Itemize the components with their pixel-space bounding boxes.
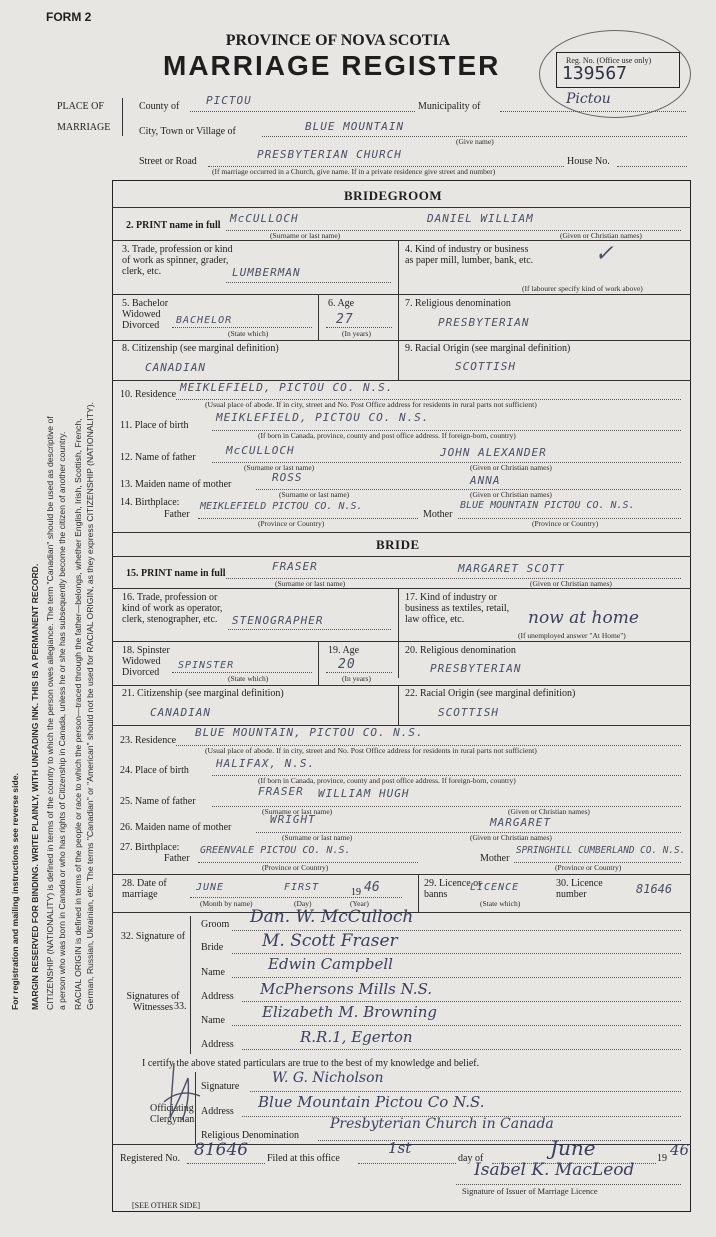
issuer-label: Signature of Issuer of Marriage Licence (462, 1186, 598, 1196)
bridegroom-heading: BRIDEGROOM (344, 188, 443, 203)
denomination-lbl: Religious Denomination (201, 1130, 300, 1141)
margin-line-1: For registration and mailing instructions see reverse side. (10, 773, 20, 1010)
day-of-label: day of (458, 1153, 484, 1164)
groom-mother-given-sub: (Given or Christian names) (470, 490, 552, 499)
bride-given: MARGARET SCOTT (458, 562, 565, 575)
ink-flourish (160, 1058, 210, 1128)
bride-given-sub: (Given or Christian names) (530, 579, 612, 588)
reg-no-label: Reg. No. (Office use only) (566, 56, 652, 65)
bride-years-sub: (In years) (342, 674, 371, 683)
bride-f24-label: 24. Place of birth (120, 765, 189, 776)
bride-state: SPINSTER (178, 660, 235, 671)
groom-f4-label: 4. Kind of industry or business as paper mill, lumber, bank, etc. (405, 244, 534, 266)
bride-signature: M. Scott Fraser (262, 931, 398, 951)
groom-residence: MEIKLEFIELD, PICTOU CO. N.S. (180, 381, 394, 394)
groom-mother-birth-lbl: Mother (423, 509, 453, 520)
bride-father-surname-sub: (Surname or last name) (262, 807, 333, 816)
place-label-2: MARRIAGE (57, 122, 111, 133)
groom-birthplace: MEIKLEFIELD, PICTOU CO. N.S. (216, 411, 430, 424)
groom-f11-label: 11. Place of birth (120, 420, 189, 431)
filed-label: Filed at this office (267, 1153, 340, 1164)
filed-year-prefix: 19 (657, 1153, 667, 1164)
province-heading: PROVINCE OF NOVA SCOTIA (225, 32, 451, 49)
filed-day: 1st (388, 1139, 412, 1157)
groom-f3-label: 3. Trade, profession or kind of work as spinner, grader, clerk, etc. (122, 244, 233, 277)
groom-state: BACHELOR (176, 315, 233, 326)
marriage-which-sub: (State which) (480, 899, 521, 908)
groom-father-birth-lbl: Father (164, 509, 190, 520)
marriage-licence: LICENCE (470, 882, 520, 893)
groom-given-sub: (Given or Christian names) (560, 231, 642, 240)
bride-mother-given: MARGARET (490, 816, 551, 829)
marriage-year-sub: (Year) (350, 899, 369, 908)
f30-label: 30. Licence number (556, 878, 603, 900)
bride-f24-sub: (If born in Canada, province, county and post office address. If foreign-born, country) (258, 776, 516, 785)
bride-birthplace: HALIFAX, N.S. (216, 757, 316, 770)
marriage-month: JUNE (196, 882, 225, 893)
church-note: (If marriage occurred in a Church, give name. If in a private residence give street and number) (212, 167, 496, 176)
groom-father-surname-sub: (Surname or last name) (244, 463, 315, 472)
groom-sig-label: Groom (201, 919, 230, 930)
municipality-value: Pictou (566, 91, 611, 107)
bride-f22-label: 22. Racial Origin (see marginal definition) (405, 688, 576, 699)
groom-origin: SCOTTISH (455, 360, 516, 373)
groom-f10-sub: (Usual place of abode. If in city, street and No. Post Office address for residents in rural parts not sufficient) (205, 400, 537, 409)
f32-label: 32. Signature of (120, 931, 186, 942)
filed-year: 46 (670, 1141, 690, 1159)
bride-father-province-sub: (Province or Country) (262, 863, 329, 872)
certify-statement: I certify the above stated particulars are true to the best of my knowledge and belief. (142, 1058, 480, 1069)
groom-f5-label: 5. Bachelor Widowed Divorced (122, 298, 169, 331)
margin-line-4: a person who was born in Canada or who has rights of Citizenship in Canada, unless he or she has subsequently become the citizen of another country. (57, 431, 67, 1010)
bride-f15-label: 15. PRINT name in full (126, 568, 226, 579)
registered-number: 81646 (194, 1140, 249, 1160)
reg-no-value: 139567 (562, 63, 628, 84)
groom-f6-label: 6. Age (328, 298, 355, 309)
f33-label: 33. (174, 1001, 187, 1012)
groom-father-birth: MEIKLEFIELD PICTOU CO. N.S. (200, 501, 363, 512)
marriage-day-sub: (Day) (294, 899, 312, 908)
bride-age: 20 (338, 657, 356, 672)
bride-residence: BLUE MOUNTAIN, PICTOU CO. N.S. (195, 726, 424, 739)
groom-father-given: JOHN ALEXANDER (440, 446, 547, 459)
bride-citizenship: CANADIAN (150, 706, 211, 719)
bride-origin: SCOTTISH (438, 706, 499, 719)
marriage-year-prefix: 19 (351, 887, 361, 898)
groom-f2-label: 2. PRINT name in full (126, 220, 221, 231)
groom-mother-province-sub: (Province or Country) (532, 519, 599, 528)
clergy-address: Blue Mountain Pictou Co N.S. (258, 1093, 485, 1111)
bride-mother-birth: SPRINGHILL CUMBERLAND CO. N.S. (516, 845, 686, 856)
bride-trade: STENOGRAPHER (232, 614, 324, 627)
clergy-label: Officiating Clergyman (150, 1103, 195, 1125)
give-name-note: (Give name) (456, 137, 494, 146)
bride-father-birth: GREENVALE PICTOU CO. N.S. (200, 845, 351, 856)
groom-f9-label: 9. Racial Origin (see marginal definition) (405, 343, 571, 354)
bride-f21-label: 21. Citizenship (see marginal definition) (122, 688, 284, 699)
groom-trade: LUMBERMAN (232, 266, 301, 279)
bride-mother-province-sub: (Province or Country) (555, 863, 622, 872)
w2-name-lbl: Name (201, 1015, 225, 1026)
groom-signature: Dan. W. McCulloch (250, 907, 414, 927)
bride-sig-label: Bride (201, 942, 224, 953)
bride-father-surname: FRASER (258, 785, 304, 798)
county-value: PICTOU (206, 94, 252, 107)
marriage-month-sub: (Month by name) (200, 899, 253, 908)
groom-father-given-sub: (Given or Christian names) (470, 463, 552, 472)
sig-brace (190, 916, 197, 962)
groom-f8-label: 8. Citizenship (see marginal definition) (122, 343, 279, 354)
clergy-signature: W. G. Nicholson (272, 1070, 384, 1086)
bride-f20-label: 20. Religious denomination (405, 645, 516, 656)
bride-mother-surname-sub: (Surname or last name) (282, 833, 353, 842)
bride-father-given: WILLIAM HUGH (318, 787, 410, 800)
groom-f11-sub: (If born in Canada, province, county and post office address. If foreign-born, country) (258, 431, 516, 440)
county-label: County of (139, 101, 180, 112)
bride-father-given-sub: (Given or Christian names) (508, 807, 590, 816)
witness-brace (190, 962, 197, 1054)
margin-line-5: RACIAL ORIGIN is defined in terms of the people or race to which the person—traced through the father—belongs, whether English, Irish, Scottish, French, (73, 418, 83, 1010)
bride-surname-sub: (Surname or last name) (275, 579, 346, 588)
street-value: PRESBYTERIAN CHURCH (257, 148, 402, 161)
bride-state-sub: (State which) (228, 674, 269, 683)
groom-f7-label: 7. Religious denomination (405, 298, 511, 309)
filed-month: June (550, 1136, 596, 1160)
bride-religion: PRESBYTERIAN (430, 662, 522, 675)
w1-name-lbl: Name (201, 967, 225, 978)
groom-religion: PRESBYTERIAN (438, 316, 530, 329)
house-no-label: House No. (567, 156, 610, 167)
marriage-day: FIRST (284, 882, 320, 893)
municipality-label: Municipality of (418, 101, 481, 112)
bride-mother-birth-lbl: Mother (480, 853, 510, 864)
groom-mother-surname-sub: (Surname or last name) (279, 490, 350, 499)
margin-line-6: German, Russian, Ukrainian, etc. The terms "Canadian" or "American" should not be used for RACIAL ORIGIN, as they express CITIZENSHIP (NATIONALITY). (85, 402, 95, 1010)
bride-f23-sub: (Usual place of abode. If in city, street and No. Post Office address for residents in rural parts not sufficient) (205, 746, 537, 755)
bride-f16-label: 16. Trade, profession or kind of work as operator, clerk, stenographer, etc. (122, 592, 223, 625)
bride-f26-label: 26. Maiden name of mother (120, 822, 232, 833)
clergy-address-lbl: Address (201, 1106, 234, 1117)
groom-f12-label: 12. Name of father (120, 452, 196, 463)
bride-f25-label: 25. Name of father (120, 796, 196, 807)
f28-label: 28. Date of marriage (122, 878, 167, 900)
bride-industry: now at home (528, 608, 639, 628)
clergy-sig-lbl: Signature (201, 1081, 240, 1092)
groom-industry: ✓ (596, 238, 613, 268)
groom-years-sub: (In years) (342, 329, 371, 338)
city-label: City, Town or Village of (139, 126, 236, 137)
bride-father-birth-lbl: Father (164, 853, 190, 864)
city-value: BLUE MOUNTAIN (305, 120, 405, 133)
bride-f27-label: 27. Birthplace: (120, 842, 180, 853)
groom-f14-label: 14. Birthplace: (120, 497, 180, 508)
margin-line-2: MARGIN RESERVED FOR BINDING. WRITE PLAINLY, WITH UNFADING INK. THIS IS A PERMANENT RECORD. (30, 563, 40, 1010)
marriage-year: 46 (364, 880, 380, 895)
witness-label: Signatures of Witnesses (126, 991, 180, 1013)
witness-2-address: R.R.1, Egerton (300, 1028, 413, 1046)
bride-f18-label: 18. Spinster Widowed Divorced (122, 645, 170, 678)
issuer-signature: Isabel K. MacLeod (474, 1160, 635, 1180)
bride-surname: FRASER (272, 560, 318, 573)
groom-labourer-note: (If labourer specify kind of work above) (522, 284, 643, 293)
groom-state-sub: (State which) (228, 329, 269, 338)
registered-label: Registered No. (120, 1153, 180, 1164)
marriage-licence-no: 81646 (636, 882, 673, 896)
w2-address-lbl: Address (201, 1039, 234, 1050)
bride-mother-surname: WRIGHT (270, 813, 316, 826)
groom-surname-sub: (Surname or last name) (270, 231, 341, 240)
street-label: Street or Road (139, 156, 197, 167)
form-number: FORM 2 (46, 10, 92, 24)
bride-mother-given-sub: (Given or Christian names) (470, 833, 552, 842)
groom-citizenship: CANADIAN (145, 361, 206, 374)
bride-unemployed-note: (If unemployed answer "At Home") (518, 631, 626, 640)
place-brace (122, 98, 129, 136)
witness-2-name: Elizabeth M. Browning (262, 1003, 438, 1021)
groom-surname: McCULLOCH (230, 212, 299, 225)
w1-address-lbl: Address (201, 991, 234, 1002)
page-title: MARRIAGE REGISTER (163, 50, 501, 81)
groom-f13-label: 13. Maiden name of mother (120, 479, 232, 490)
see-other-side: [SEE OTHER SIDE] (132, 1201, 200, 1210)
groom-father-province-sub: (Province or Country) (258, 519, 325, 528)
f29-label: 29. Licence or banns (424, 878, 482, 900)
groom-father-surname: McCULLOCH (226, 444, 295, 457)
denomination-value: Presbyterian Church in Canada (330, 1116, 554, 1132)
bride-f19-label: 19. Age (328, 645, 360, 656)
bride-f23-label: 23. Residence (120, 735, 177, 746)
bride-heading: BRIDE (376, 537, 420, 552)
witness-1-address: McPhersons Mills N.S. (260, 980, 433, 998)
groom-mother-birth: BLUE MOUNTAIN PICTOU CO. N.S. (460, 500, 635, 511)
groom-f10-label: 10. Residence (120, 389, 177, 400)
groom-mother-surname: ROSS (272, 471, 303, 484)
groom-given: DANIEL WILLIAM (427, 212, 534, 225)
bride-f17-label: 17. Kind of industry or business as textiles, retail, law office, etc. (405, 592, 510, 625)
place-label-1: PLACE OF (57, 101, 104, 112)
margin-line-3: CITIZENSHIP (NATIONALITY) is defined in terms of the country to which the person owes allegiance. The term "Canadian" should be used as descriptive of (45, 416, 55, 1010)
groom-age: 27 (336, 312, 354, 327)
witness-1-name: Edwin Campbell (268, 955, 393, 973)
groom-mother-given: ANNA (470, 474, 501, 487)
